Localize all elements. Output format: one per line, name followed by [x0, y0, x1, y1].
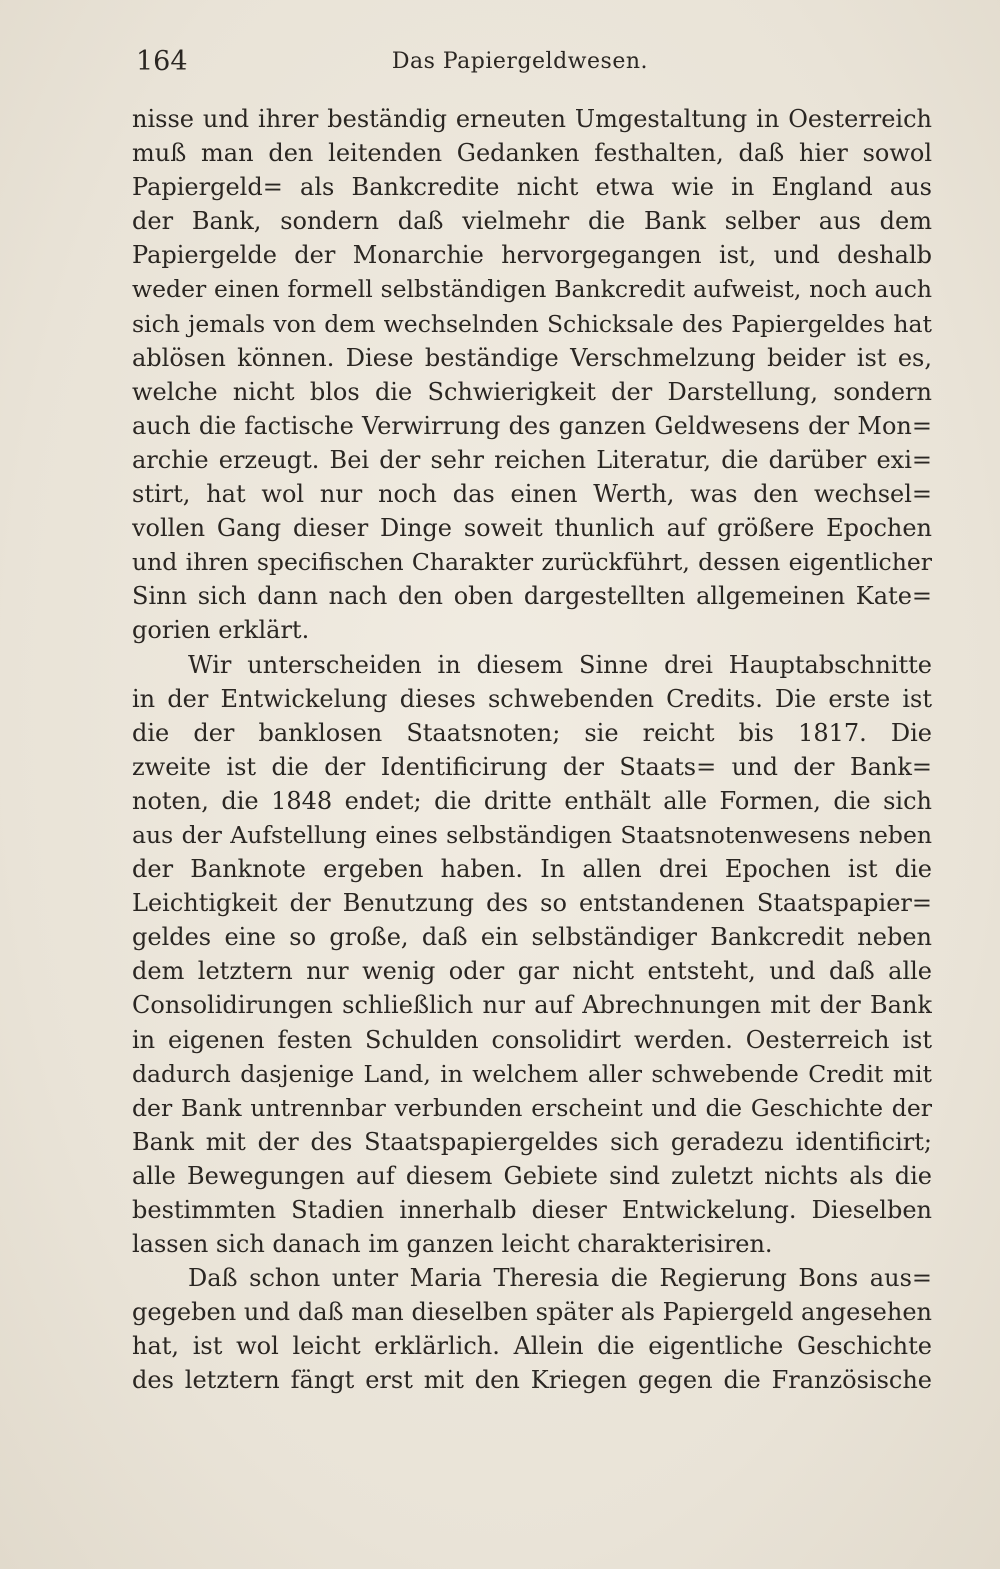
paragraph-3 [132, 1261, 932, 1397]
text-line: Bank mit der des Staatspapiergeldes sich geradezu identificirt; [132, 1127, 932, 1156]
text-line: muß man den leitenden Gedanken festhalten, daß hier sowol [132, 139, 932, 168]
text-line: zweite ist die der Identificirung der Staats= und der Bank= [132, 752, 932, 781]
text-line: Leichtigkeit der Benutzung des so entstandenen Staatspapier= [132, 889, 932, 918]
text-line: Wir unterscheiden in diesem Sinne drei Hauptabschnitte [188, 650, 932, 679]
text-line: und ihren specifischen Charakter zurückführt, dessen eigentlicher [132, 548, 932, 577]
text-line: alle Bewegungen auf diesem Gebiete sind zuletzt nichts als die [132, 1161, 932, 1190]
text-line: des letztern fängt erst mit den Kriegen gegen die Französische [132, 1366, 932, 1395]
running-title: Das Papiergeldwesen. [391, 49, 648, 74]
text-line: gorien erklärt. [132, 616, 310, 645]
text-line: Daß schon unter Maria Theresia die Regierung Bons aus= [188, 1264, 932, 1293]
page-header [136, 40, 648, 84]
text-line: der Bank, sondern daß vielmehr die Bank selber aus dem [132, 207, 932, 236]
text-line: hat, ist wol leicht erklärlich. Allein die eigentliche Geschichte [132, 1332, 932, 1361]
text-line: dadurch dasjenige Land, in welchem aller schwebende Credit mit [132, 1059, 932, 1088]
text-line: Sinn sich dann nach den oben dargestellten allgemeinen Kate= [132, 582, 932, 611]
body-text [132, 102, 932, 1398]
text-line: bestimmten Stadien innerhalb dieser Entwickelung. Dieselben [132, 1196, 932, 1224]
text-line: aus der Aufstellung eines selbständigen Staatsnotenwesens neben [132, 820, 932, 849]
text-line: noten, die 1848 endet; die dritte enthält alle Formen, die sich [132, 786, 932, 815]
text-line: stirt, hat wol nur noch das einen Werth, was den wechsel= [132, 480, 932, 509]
text-line: der Bank untrennbar verbunden erscheint und die Geschichte der [132, 1093, 932, 1122]
text-line: nisse und ihrer beständig erneuten Umgestaltung in Oesterreich [132, 105, 932, 133]
text-line: geldes eine so große, daß ein selbständiger Bankcredit neben [132, 923, 932, 952]
text-line: weder einen formell selbständigen Bankcredit aufweist, noch auch [132, 275, 932, 304]
text-line: die der banklosen Staatsnoten; sie reicht bis 1817. Die [132, 718, 932, 747]
text-line: in eigenen festen Schulden consolidirt werden. Oesterreich ist [132, 1025, 932, 1054]
page-number: 164 [136, 46, 188, 77]
text-line: Papiergelde der Monarchie hervorgegangen ist, und deshalb [132, 241, 932, 270]
text-line: auch die factische Verwirrung des ganzen Geldwesens der Mon= [132, 411, 932, 440]
text-line: vollen Gang dieser Dinge soweit thunlich auf größere Epochen [132, 514, 932, 543]
text-line: welche nicht blos die Schwierigkeit der Darstellung, sondern [132, 377, 932, 406]
text-line: Papiergeld= als Bankcredite nicht etwa wie in England aus [132, 173, 932, 202]
text-line: dem letztern nur wenig oder gar nicht entsteht, und daß alle [132, 957, 932, 986]
text-line: archie erzeugt. Bei der sehr reichen Literatur, die darüber exi= [132, 445, 932, 474]
text-line: ablösen können. Diese beständige Verschmelzung beider ist es, [132, 343, 932, 372]
text-line: der Banknote ergeben haben. In allen drei Epochen ist die [132, 855, 932, 884]
text-line: gegeben und daß man dieselben später als Papiergeld angesehen [132, 1298, 932, 1327]
paragraph-1 [132, 102, 932, 648]
text-line: lassen sich danach im ganzen leicht charakterisiren. [132, 1230, 773, 1259]
text-line: sich jemals von dem wechselnden Schicksale des Papiergeldes hat [132, 309, 932, 338]
paragraph-2 [132, 648, 932, 1262]
text-line: in der Entwickelung dieses schwebenden Credits. Die erste ist [132, 684, 932, 713]
text-line: Consolidirungen schließlich nur auf Abrechnungen mit der Bank [132, 991, 932, 1020]
